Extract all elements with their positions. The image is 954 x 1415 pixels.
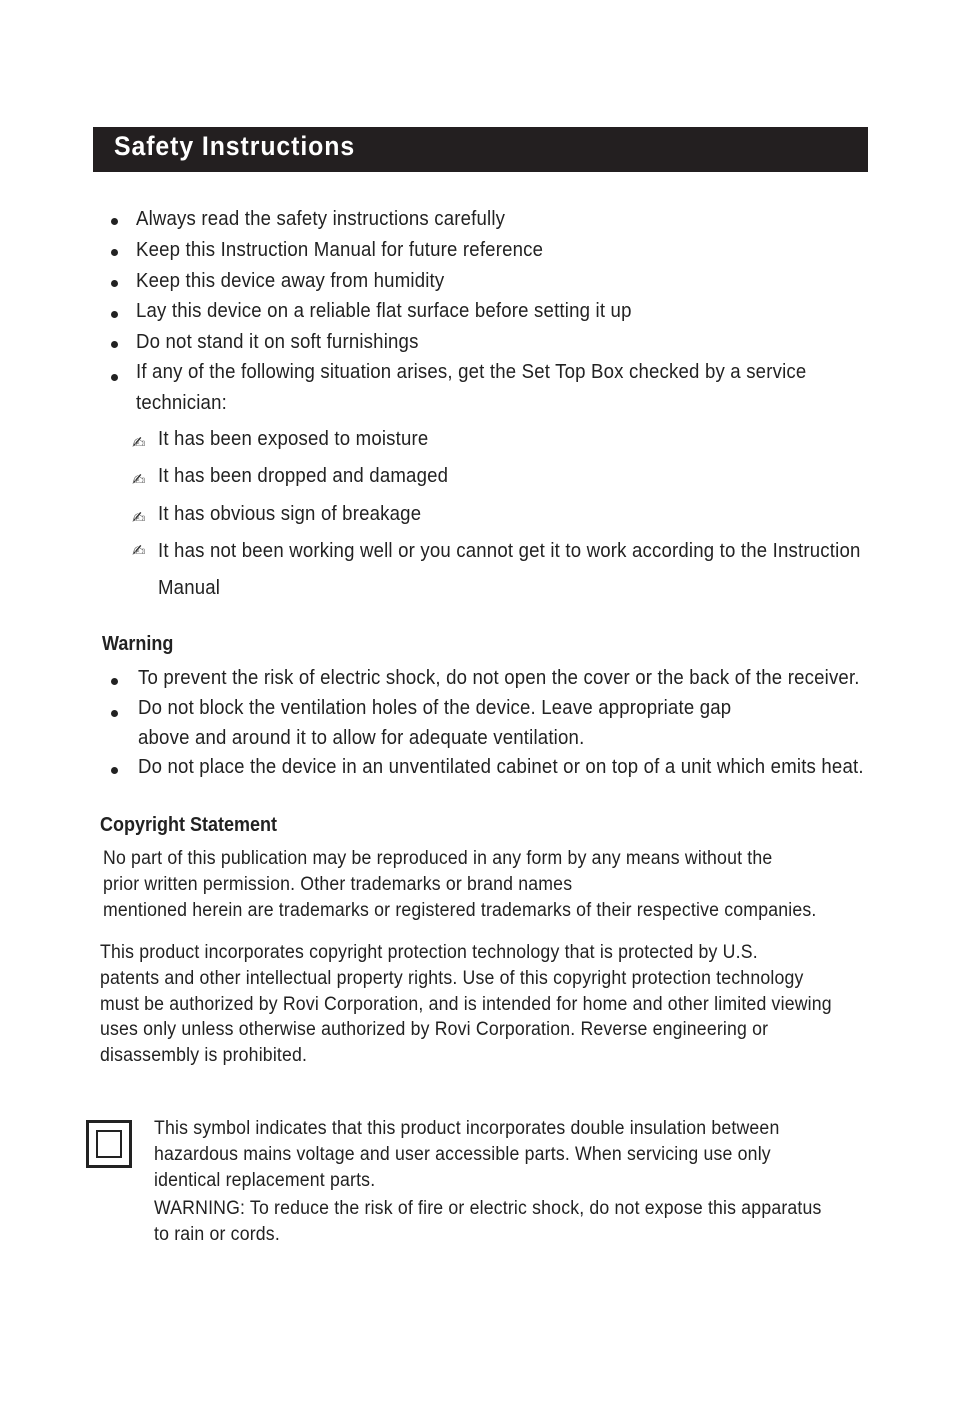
list-item: If any of the following situation arises, get the Set Top Box checked by a service [136, 361, 807, 383]
section-header-bar [93, 127, 868, 172]
pen-writing-icon: ✍ [132, 543, 146, 560]
paragraph-line: prior written permission. Other trademarks or brand names [103, 874, 573, 895]
copyright-heading: Copyright Statement [100, 814, 278, 836]
page-title: Safety Instructions [114, 131, 356, 161]
list-item: It has obvious sign of breakage [158, 503, 422, 525]
paragraph-line: to rain or cords. [154, 1224, 280, 1245]
paragraph-line: disassembly is prohibited. [100, 1045, 308, 1066]
bullet-icon [111, 311, 118, 318]
list-item: It has been exposed to moisture [158, 428, 429, 450]
list-item-continuation: technician: [136, 392, 227, 414]
paragraph-line: WARNING: To reduce the risk of fire or electric shock, do not expose this apparatus [154, 1198, 822, 1219]
bullet-icon [111, 710, 118, 717]
bullet-icon [111, 374, 118, 381]
list-item: It has not been working well or you cannot get it to work according to the Instruction [158, 540, 861, 562]
pen-writing-icon: ✍ [132, 510, 146, 527]
paragraph-line: must be authorized by Rovi Corporation, and is intended for home and other limited viewing [100, 994, 832, 1015]
paragraph-line: This product incorporates copyright protection technology that is protected by U.S. [100, 942, 758, 963]
list-item-continuation: Manual [158, 577, 221, 599]
list-item: Always read the safety instructions carefully [136, 208, 506, 230]
list-item: It has been dropped and damaged [158, 465, 449, 487]
bullet-icon [111, 767, 118, 774]
double-insulation-icon [86, 1120, 132, 1168]
paragraph-line: uses only unless otherwise authorized by Rovi Corporation. Reverse engineering or [100, 1019, 769, 1040]
paragraph-line: No part of this publication may be reproduced in any form by any means without the [103, 848, 773, 869]
list-item: Do not block the ventilation holes of the device. Leave appropriate gap [138, 697, 732, 719]
list-item: Do not stand it on soft furnishings [136, 331, 419, 353]
paragraph-line: patents and other intellectual property rights. Use of this copyright protection technology [100, 968, 804, 989]
list-item-continuation: above and around it to allow for adequate ventilation. [138, 727, 585, 749]
paragraph-line: This symbol indicates that this product incorporates double insulation between [154, 1118, 780, 1139]
bullet-icon [111, 280, 118, 287]
paragraph-line: hazardous mains voltage and user accessible parts. When servicing use only [154, 1144, 771, 1165]
bullet-icon [111, 249, 118, 256]
warning-heading: Warning [102, 633, 174, 655]
paragraph-line: identical replacement parts. [154, 1170, 376, 1191]
list-item: Do not place the device in an unventilated cabinet or on top of a unit which emits heat. [138, 756, 864, 778]
list-item: Keep this device away from humidity [136, 270, 445, 292]
bullet-icon [111, 341, 118, 348]
bullet-icon [111, 678, 118, 685]
list-item: To prevent the risk of electric shock, do not open the cover or the back of the receiver. [138, 667, 860, 689]
paragraph-line: mentioned herein are trademarks or registered trademarks of their respective companies. [103, 900, 817, 921]
pen-writing-icon: ✍ [132, 435, 146, 452]
pen-writing-icon: ✍ [132, 472, 146, 489]
list-item: Lay this device on a reliable flat surface before setting it up [136, 300, 632, 322]
list-item: Keep this Instruction Manual for future reference [136, 239, 544, 261]
bullet-icon [111, 218, 118, 225]
